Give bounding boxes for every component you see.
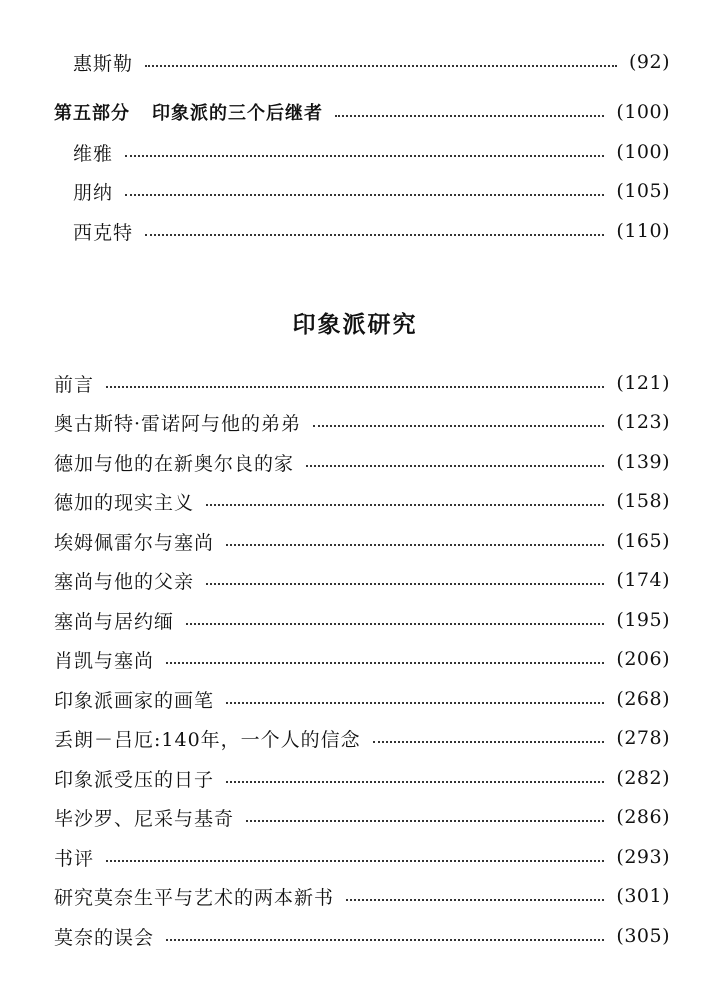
- toc-entry-title: 埃姆佩雷尔与塞尚: [54, 531, 215, 554]
- toc-entry-page: (195): [616, 609, 670, 631]
- toc-entry-page: (293): [616, 846, 670, 868]
- dot-leader: [206, 583, 604, 585]
- toc-entry-title: 研究莫奈生平与艺术的两本新书: [54, 886, 335, 909]
- dot-leader: [373, 741, 605, 743]
- toc-entry-title: 前言: [54, 373, 95, 396]
- toc-entry: [0, 802, 710, 832]
- toc-entry-page: (165): [616, 530, 670, 552]
- dot-leader: [206, 504, 604, 506]
- toc-entry-page: (92): [628, 51, 670, 73]
- dot-leader: [246, 820, 604, 822]
- toc-entry-page: (305): [616, 925, 670, 947]
- toc-entry: [0, 407, 710, 437]
- toc-entry-title: 毕沙罗、尼采与基奇: [54, 807, 235, 830]
- dot-leader: [226, 544, 604, 546]
- toc-entry-title: 塞尚与他的父亲: [54, 570, 195, 593]
- toc-entry: [0, 723, 710, 753]
- toc-entry-page: (158): [616, 490, 670, 512]
- toc-entry: [0, 921, 710, 951]
- toc-entry-page: (110): [616, 220, 670, 242]
- toc-entry-page: (174): [616, 569, 670, 591]
- dot-leader: [226, 702, 604, 704]
- toc-entry-page: (105): [616, 180, 670, 202]
- part-label: 第五部分: [54, 103, 130, 124]
- toc-entry-title: 维雅: [73, 142, 114, 165]
- toc-entry: [0, 47, 710, 77]
- toc-entry: [0, 176, 710, 206]
- toc-entry-title: 莫奈的误会: [54, 926, 155, 949]
- dot-leader: [125, 155, 604, 157]
- toc-entry-page: (301): [616, 885, 670, 907]
- toc-entry-page: (139): [616, 451, 670, 473]
- toc-entry: [0, 447, 710, 477]
- toc-entry-title: 肖凯与塞尚: [54, 649, 155, 672]
- toc-entry-page: (278): [616, 727, 670, 749]
- dot-leader: [166, 662, 604, 664]
- toc-entry-title: 塞尚与居约缅: [54, 610, 175, 633]
- toc-entry-title: 惠斯勒: [73, 52, 134, 75]
- toc-entry: [0, 565, 710, 595]
- dot-leader: [335, 115, 604, 117]
- toc-entry-page: (286): [616, 806, 670, 828]
- dot-leader: [145, 65, 617, 67]
- toc-entry-title: 印象派受压的日子: [54, 768, 215, 791]
- toc-entry-page: (282): [616, 767, 670, 789]
- dot-leader: [226, 781, 604, 783]
- toc-entry-page: (123): [616, 411, 670, 433]
- dot-leader: [106, 386, 604, 388]
- toc-entry-title: 朋纳: [73, 181, 114, 204]
- toc-entry-title: 印象派画家的画笔: [54, 689, 215, 712]
- toc-entry: [0, 881, 710, 911]
- toc-entry: [0, 605, 710, 635]
- toc-entry: [0, 526, 710, 556]
- toc-entry-page: (268): [616, 688, 670, 710]
- dot-leader: [346, 899, 604, 901]
- toc-entry: [0, 644, 710, 674]
- dot-leader: [125, 194, 604, 196]
- toc-entry-title: 丢朗－吕厄:140年，一个人的信念: [54, 728, 361, 751]
- toc-entry-page: (100): [616, 141, 670, 163]
- toc-entry-title: 奥古斯特·雷诺阿与他的弟弟: [54, 412, 302, 435]
- dot-leader: [186, 623, 604, 625]
- dot-leader: [166, 939, 604, 941]
- toc-entry-title: 德加的现实主义: [54, 491, 195, 514]
- toc-entry: [0, 684, 710, 714]
- toc-entry-title: 书评: [54, 847, 95, 870]
- toc-part-title: [54, 99, 323, 125]
- dot-leader: [106, 860, 604, 862]
- toc-entry: [0, 368, 710, 398]
- toc-entry: [0, 216, 710, 246]
- toc-entry-page: (206): [616, 648, 670, 670]
- toc-entry: [0, 137, 710, 167]
- toc-entry-page: (121): [616, 372, 670, 394]
- toc-entry: [0, 763, 710, 793]
- dot-leader: [313, 425, 604, 427]
- part-name: 印象派的三个后继者: [152, 103, 323, 124]
- toc-entry-title: 西克特: [73, 221, 134, 244]
- toc-entry: [0, 486, 710, 516]
- dot-leader: [145, 234, 604, 236]
- toc-part-page: (100): [616, 101, 670, 123]
- dot-leader: [306, 465, 604, 467]
- toc-entry-title: 德加与他的在新奥尔良的家: [54, 452, 295, 475]
- toc-part-heading: [0, 97, 710, 127]
- section-heading: 印象派研究: [292, 312, 418, 338]
- toc-entry: [0, 842, 710, 872]
